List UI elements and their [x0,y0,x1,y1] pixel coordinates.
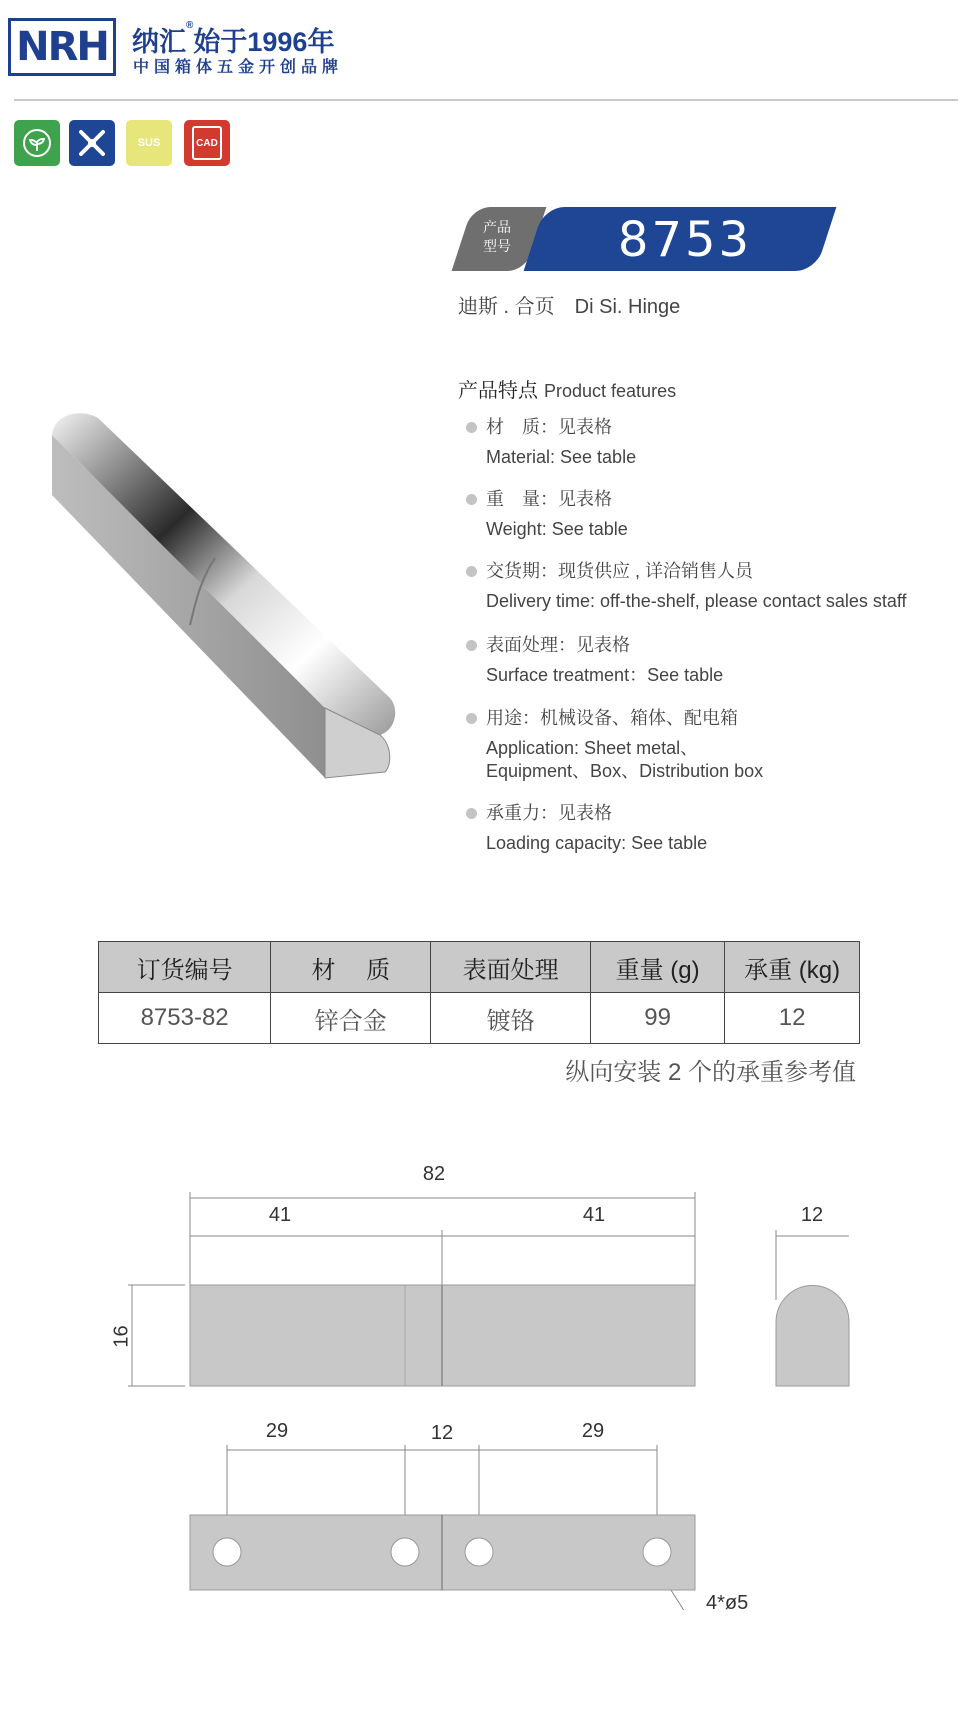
mount-hole [213,1538,241,1566]
feature-weight: 重 量：见表格 Weight: See table [466,486,946,541]
mount-hole [643,1538,671,1566]
dim-half-left: 41 [268,1204,292,1226]
model-label: 产品 型号 [483,219,511,254]
model-number: 8753 [617,212,753,268]
table-header: 承重 (kg) [725,942,860,993]
features-title: 产品特点 Product features [458,380,677,402]
feature-delivery: 交货期：现货供应 , 详洽销售人员 Delivery time: off-the-shelf, please contact sales staff [466,558,946,613]
dim-total-length: 82 [422,1163,446,1185]
dim-side-width: 12 [800,1204,824,1226]
table-cell: 99 [590,993,724,1044]
dim-hole-right: 29 [581,1420,605,1442]
brand-slogan: 纳汇®始于1996年 [132,20,335,57]
registered-mark: ® [186,20,194,31]
dim-height: 16 [110,1325,133,1348]
brand-logo [8,18,116,76]
sus-icon: SUS [126,120,172,166]
side-view [776,1286,849,1387]
table-cell: 锌合金 [271,993,431,1044]
spec-table [98,941,860,1044]
cad-icon: CAD [184,120,230,166]
eco-icon [14,120,60,166]
dim-hole-left: 29 [265,1420,289,1442]
dim-hole-mid: 12 [430,1422,454,1444]
table-cell: 12 [725,993,860,1044]
mount-hole [391,1538,419,1566]
table-row [99,993,860,1044]
feature-surface: 表面处理：见表格 Surface treatment：See table [466,632,946,687]
table-note: 纵向安装 2 个的承重参考值 [565,1059,856,1086]
brand-tagline: 中国箱体五金开创品牌 [133,59,344,76]
dim-half-right: 41 [582,1204,606,1226]
table-header: 表面处理 [431,942,591,993]
product-name: 迪斯 . 合页 Di Si. Hinge [458,296,681,318]
logo-text: NRH [16,24,108,70]
feature-loading: 承重力：见表格 Loading capacity: See table [466,800,946,855]
table-header: 材 质 [271,942,431,993]
table-cell: 8753-82 [99,993,271,1044]
dim-hole-note: 4*ø5 [706,1592,749,1614]
tools-icon [69,120,115,166]
product-image [40,400,420,790]
feature-application: 用途：机械设备、箱体、配电箱 Application: Sheet metal、 Equipment、Box、Distribution box [466,705,946,783]
feature-material: 材 质：见表格 Material: See table [466,414,946,469]
table-header: 重量 (g) [590,942,724,993]
header-divider [14,99,958,101]
table-header-row [99,942,860,993]
table-cell: 镀铬 [431,993,591,1044]
table-header: 订货编号 [99,942,271,993]
mount-hole [465,1538,493,1566]
